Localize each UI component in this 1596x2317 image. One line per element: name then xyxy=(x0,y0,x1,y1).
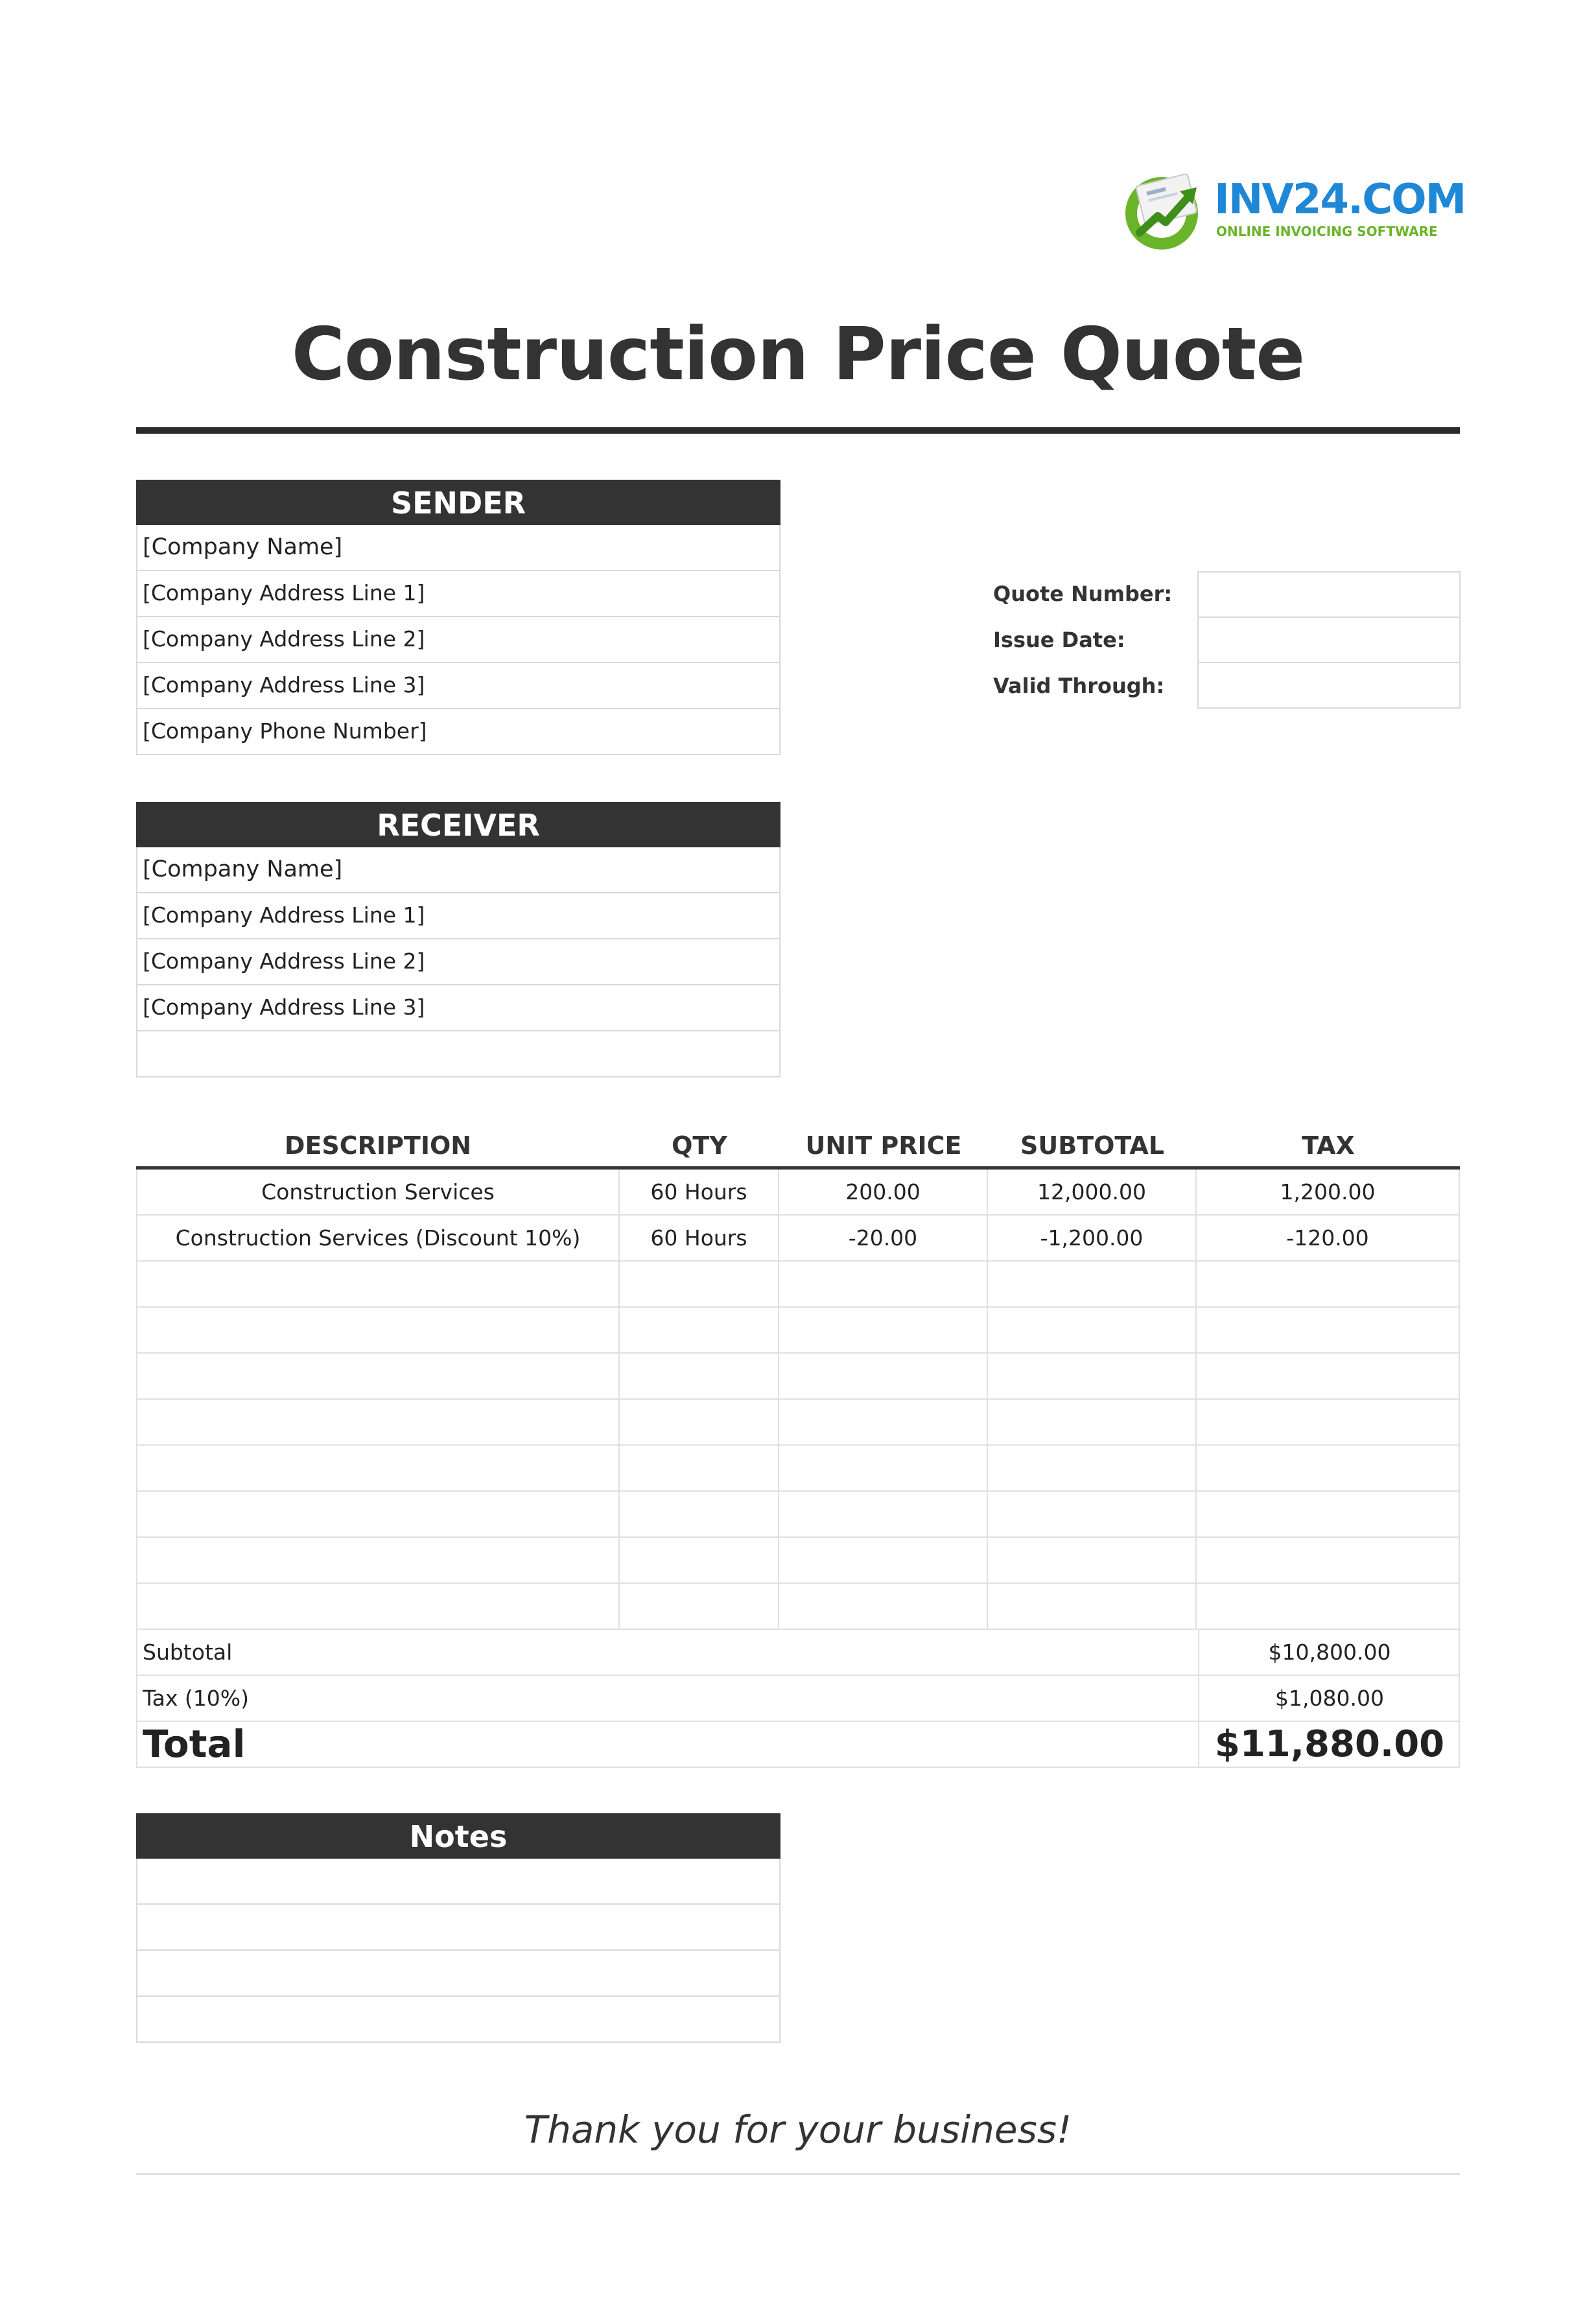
cell-description[interactable]: Construction Services (Discount 10%) xyxy=(136,1216,620,1262)
notes-line-2[interactable] xyxy=(136,1905,780,1951)
thank-you-message: Thank you for your business! xyxy=(524,2108,1072,2152)
items-table-header xyxy=(136,1122,1460,1170)
table-row xyxy=(136,1354,1460,1400)
cell-qty[interactable] xyxy=(620,1538,779,1584)
cell-tax[interactable] xyxy=(1197,1538,1460,1584)
sender-heading: SENDER xyxy=(136,480,780,525)
valid-through-label: Valid Through: xyxy=(993,674,1165,698)
table-row xyxy=(136,1262,1460,1308)
cell-unit-price[interactable] xyxy=(779,1400,988,1446)
cell-unit-price[interactable] xyxy=(779,1354,988,1400)
cell-unit-price[interactable]: 200.00 xyxy=(779,1170,988,1216)
cell-subtotal[interactable] xyxy=(988,1492,1197,1538)
cell-qty[interactable]: 60 Hours xyxy=(620,1170,779,1216)
receiver-extra-line[interactable] xyxy=(136,1031,780,1077)
cell-unit-price[interactable] xyxy=(779,1446,988,1492)
table-row xyxy=(136,1584,1460,1630)
items-table xyxy=(136,1122,1460,1768)
col-header-unit-price: UNIT PRICE xyxy=(805,1131,962,1160)
cell-subtotal[interactable] xyxy=(988,1446,1197,1492)
tax-row xyxy=(136,1676,1460,1722)
cell-tax[interactable] xyxy=(1197,1354,1460,1400)
cell-subtotal[interactable] xyxy=(988,1262,1197,1308)
cell-description[interactable] xyxy=(136,1492,620,1538)
quote-number-label: Quote Number: xyxy=(993,582,1173,606)
total-row xyxy=(136,1722,1460,1768)
table-row xyxy=(136,1400,1460,1446)
cell-unit-price[interactable] xyxy=(779,1308,988,1354)
cell-tax[interactable] xyxy=(1197,1262,1460,1308)
receiver-heading: RECEIVER xyxy=(136,802,780,847)
table-row xyxy=(136,1538,1460,1584)
cell-tax[interactable]: -120.00 xyxy=(1197,1216,1460,1262)
cell-subtotal[interactable] xyxy=(988,1400,1197,1446)
cell-tax[interactable] xyxy=(1197,1400,1460,1446)
company-logo xyxy=(1120,165,1466,263)
cell-tax[interactable] xyxy=(1197,1446,1460,1492)
cell-qty[interactable] xyxy=(620,1308,779,1354)
cell-description[interactable] xyxy=(136,1400,620,1446)
logo-brand-text: INV24.COM xyxy=(1214,176,1466,224)
sender-phone-number[interactable]: [Company Phone Number] xyxy=(136,709,780,755)
document-title: Construction Price Quote xyxy=(291,312,1305,397)
col-header-tax: TAX xyxy=(1302,1131,1355,1160)
cell-tax[interactable] xyxy=(1197,1584,1460,1630)
cell-unit-price[interactable] xyxy=(779,1584,988,1630)
cell-tax[interactable] xyxy=(1197,1308,1460,1354)
tax-value[interactable]: $1,080.00 xyxy=(1198,1676,1460,1721)
col-header-qty: QTY xyxy=(672,1131,727,1160)
tax-label: Tax (10%) xyxy=(143,1686,250,1711)
table-row xyxy=(136,1446,1460,1492)
notes-block xyxy=(136,1813,780,2043)
cell-qty[interactable] xyxy=(620,1492,779,1538)
receiver-block xyxy=(136,802,780,1077)
cell-description[interactable]: Construction Services xyxy=(136,1170,620,1216)
cell-qty[interactable] xyxy=(620,1400,779,1446)
col-header-subtotal: SUBTOTAL xyxy=(1020,1131,1164,1160)
cell-unit-price[interactable] xyxy=(779,1262,988,1308)
cell-qty[interactable] xyxy=(620,1584,779,1630)
sender-address-line-2[interactable]: [Company Address Line 2] xyxy=(136,617,780,663)
cell-unit-price[interactable] xyxy=(779,1492,988,1538)
issue-date-field[interactable] xyxy=(1197,617,1461,663)
cell-subtotal[interactable]: 12,000.00 xyxy=(988,1170,1197,1216)
sender-address-line-1[interactable]: [Company Address Line 1] xyxy=(136,571,780,617)
cell-subtotal[interactable]: -1,200.00 xyxy=(988,1216,1197,1262)
subtotal-value[interactable]: $10,800.00 xyxy=(1198,1630,1460,1675)
cell-description[interactable] xyxy=(136,1446,620,1492)
items-table-body xyxy=(136,1170,1460,1630)
sender-block xyxy=(136,480,780,755)
notes-line-3[interactable] xyxy=(136,1951,780,1997)
logo-tagline: ONLINE INVOICING SOFTWARE xyxy=(1216,224,1438,239)
cell-subtotal[interactable] xyxy=(988,1538,1197,1584)
cell-qty[interactable] xyxy=(620,1354,779,1400)
cell-description[interactable] xyxy=(136,1538,620,1584)
total-value[interactable]: $11,880.00 xyxy=(1198,1722,1460,1767)
cell-subtotal[interactable] xyxy=(988,1354,1197,1400)
cell-description[interactable] xyxy=(136,1262,620,1308)
cell-tax[interactable] xyxy=(1197,1492,1460,1538)
cell-description[interactable] xyxy=(136,1308,620,1354)
subtotal-label: Subtotal xyxy=(143,1640,233,1665)
cell-qty[interactable] xyxy=(620,1446,779,1492)
cell-unit-price[interactable]: -20.00 xyxy=(779,1216,988,1262)
title-divider xyxy=(136,427,1460,434)
sender-company-name[interactable]: [Company Name] xyxy=(136,525,780,571)
table-row xyxy=(136,1170,1460,1216)
receiver-address-line-3[interactable]: [Company Address Line 3] xyxy=(136,985,780,1031)
table-row xyxy=(136,1308,1460,1354)
cell-tax[interactable]: 1,200.00 xyxy=(1197,1170,1460,1216)
table-row xyxy=(136,1216,1460,1262)
col-header-description: DESCRIPTION xyxy=(284,1131,472,1160)
cell-subtotal[interactable] xyxy=(988,1308,1197,1354)
quote-number-field[interactable] xyxy=(1197,571,1461,618)
table-row xyxy=(136,1492,1460,1538)
receiver-address-line-1[interactable]: [Company Address Line 1] xyxy=(136,893,780,939)
subtotal-row xyxy=(136,1630,1460,1676)
notes-line-1[interactable] xyxy=(136,1859,780,1905)
notes-heading: Notes xyxy=(136,1813,780,1859)
cell-unit-price[interactable] xyxy=(779,1538,988,1584)
valid-through-field[interactable] xyxy=(1197,662,1461,709)
cell-qty[interactable]: 60 Hours xyxy=(620,1216,779,1262)
notes-line-4[interactable] xyxy=(136,1997,780,2043)
cell-description[interactable] xyxy=(136,1584,620,1630)
footer-divider xyxy=(136,2173,1460,2175)
invoice-arrow-logo-icon xyxy=(1120,165,1211,256)
receiver-address-line-2[interactable]: [Company Address Line 2] xyxy=(136,939,780,985)
cell-subtotal[interactable] xyxy=(988,1584,1197,1630)
cell-qty[interactable] xyxy=(620,1262,779,1308)
receiver-company-name[interactable]: [Company Name] xyxy=(136,847,780,893)
sender-address-line-3[interactable]: [Company Address Line 3] xyxy=(136,663,780,709)
issue-date-label: Issue Date: xyxy=(993,628,1125,652)
cell-description[interactable] xyxy=(136,1354,620,1400)
total-label: Total xyxy=(143,1722,246,1766)
